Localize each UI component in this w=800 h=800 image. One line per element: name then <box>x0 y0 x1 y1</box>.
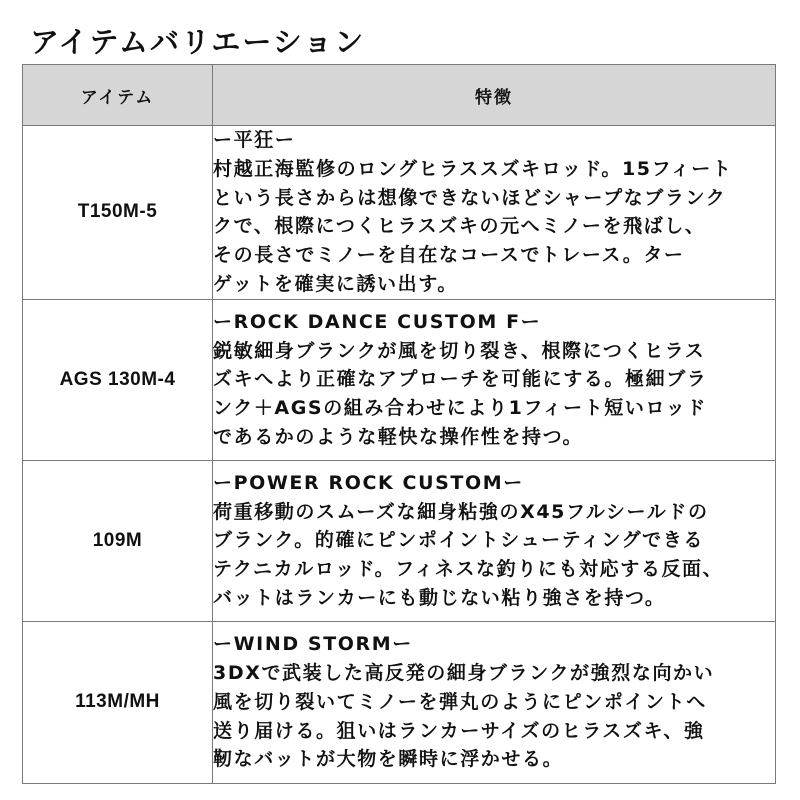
item-variation-table <box>22 64 776 784</box>
feature-description-cell <box>213 126 776 300</box>
table-row <box>23 460 776 621</box>
item-name-cell: AGS 130M-4 <box>23 299 213 460</box>
item-name-cell: 113M/MH <box>23 621 213 783</box>
table-row <box>23 126 776 300</box>
feature-description-cell <box>213 621 776 783</box>
description-line: ゲットを確実に誘い出す。 <box>213 272 458 295</box>
description-line: ブランク。的確にピンポイントシューティングできる <box>213 529 704 552</box>
description-line: 靭なバットが大物を瞬時に浮かせる。 <box>213 748 564 771</box>
table-row <box>23 621 776 783</box>
series-name-line: ーPOWER ROCK CUSTOMー <box>213 471 524 494</box>
description-line: 鋭敏細身ブランクが風を切り裂き、根際につくヒラス <box>213 339 706 362</box>
series-name-line: ーWIND STORMー <box>213 633 413 656</box>
description-line: ズキへより正確なアプローチを可能にする。極細ブラ <box>213 368 708 391</box>
feature-column-header: 特徴 <box>213 65 776 126</box>
description-line: その長さでミノーを自在なコースでトレース。ター <box>213 244 685 267</box>
table-header-row <box>23 65 776 126</box>
description-line: 村越正海監修のロングヒラススズキロッド。15フィート <box>213 157 733 180</box>
feature-description-cell <box>213 460 776 621</box>
item-column-header: アイテム <box>23 65 213 126</box>
item-name-cell: T150M-5 <box>23 126 213 300</box>
series-name-line: ー平狂ー <box>213 129 296 151</box>
description-line: 風を切り裂いてミノーを弾丸のようにピンポイントへ <box>213 690 707 713</box>
description-line: ンク＋AGSの組み合わせにより1フィート短いロッド <box>213 397 707 420</box>
description-line: という長さからは想像できないほどシャープなブランク <box>213 186 727 209</box>
series-name-line: ーROCK DANCE CUSTOM Fー <box>213 310 542 333</box>
description-line: 送り届ける。狙いはランカーサイズのヒラスズキ、強 <box>213 719 705 742</box>
description-line: 3DXで武装した高反発の細身ブランクが強烈な向かい <box>213 662 715 685</box>
description-line: テクニカルロッド。フィネスな釣りにも対応する反面、 <box>213 558 724 581</box>
feature-description-cell <box>213 299 776 460</box>
item-name-cell: 109M <box>23 460 213 621</box>
page-title: アイテムバリエーション <box>30 25 366 59</box>
description-line: バットはランカーにも動じない粘り強さを持つ。 <box>213 586 666 609</box>
table-row <box>23 299 776 460</box>
description-line: であるかのような軽快な操作性を持つ。 <box>213 425 584 448</box>
description-line: クで、根際につくヒラスズキの元へミノーを飛ばし、 <box>213 215 706 238</box>
description-line: 荷重移動のスムーズな細身粘強のX45フルシールドの <box>213 500 709 523</box>
